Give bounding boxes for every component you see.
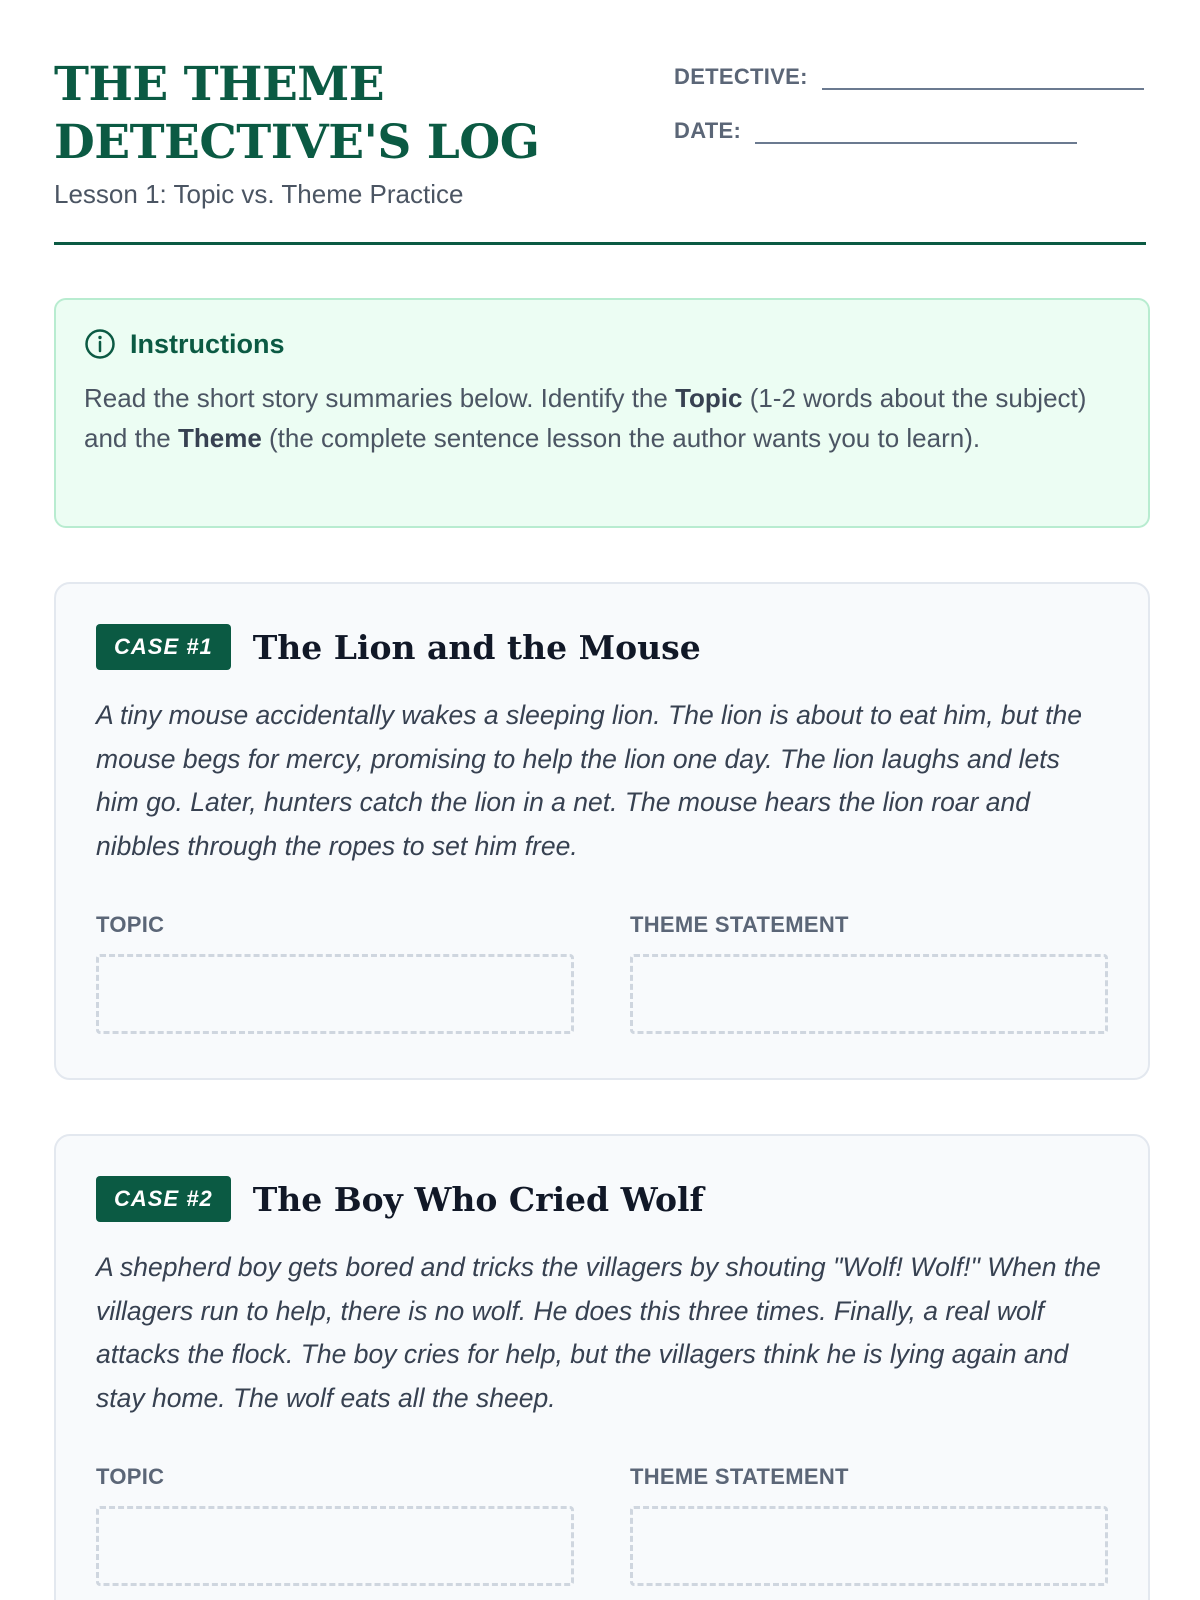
answer-row [96,1464,1108,1586]
case-heading [96,1176,1108,1222]
answer-row [96,912,1108,1034]
case-badge: CASE #1 [96,624,231,670]
case-badge: CASE #2 [96,1176,231,1222]
case-heading [96,624,1108,670]
topic-answer-box[interactable] [96,1506,574,1586]
theme-statement-label: THEME STATEMENT [630,912,849,937]
case-title: The Lion and the Mouse [252,627,701,667]
instructions-text [84,378,1120,458]
instructions-topic-term: Topic [675,383,743,413]
page-title: THE THEME DETECTIVE'S LOG [54,57,540,170]
date-row [674,112,1077,144]
topic-column [96,1464,574,1586]
instructions-title: Instructions [130,328,285,359]
detective-name-row [674,58,1144,90]
topic-label: TOPIC [96,912,165,937]
worksheet-header [54,0,1146,245]
case-card [54,1134,1150,1600]
topic-column [96,912,574,1034]
case-title: The Boy Who Cried Wolf [252,1179,704,1219]
case-summary: A shepherd boy gets bored and tricks the villagers by shouting "Wolf! Wolf!" When the villagers run to help, there is no wolf. He does this three times. Finally, a real wolf attacks the flock. The boy cries for help, but the villagers think he is lying again and stay home. The wolf eats all the sheep. [96,1252,1101,1413]
date-label: DATE: [674,118,742,143]
detective-name-line[interactable] [822,58,1144,90]
info-icon [84,328,116,360]
theme-statement-answer-box[interactable] [630,954,1108,1034]
date-line[interactable] [755,112,1077,144]
topic-answer-box[interactable] [96,954,574,1034]
topic-label: TOPIC [96,1464,165,1489]
instructions-heading [84,328,1120,360]
theme-statement-label: THEME STATEMENT [630,1464,849,1489]
instructions-theme-term: Theme [177,423,262,453]
case-summary: A tiny mouse accidentally wakes a sleeping lion. The lion is about to eat him, but the mouse begs for mercy, promising to help the lion one day. The lion laughs and lets him go. Later, hunters catch the lion in a net. The mouse hears the lion roar and nibbles through the ropes to set him free. [96,700,1082,861]
instructions-text-part-2: (1-2 words about the subject) and the [84,383,1087,453]
instructions-text-part-3: (the complete sentence lesson the author wants you to learn). [261,423,981,453]
case-card [54,582,1150,1080]
instructions-text-part-1: Read the short story summaries below. Identify the [84,383,676,413]
theme-column [630,1464,1108,1586]
detective-label: DETECTIVE: [674,64,808,89]
instructions-box [54,298,1150,528]
theme-column [630,912,1108,1034]
page-subtitle: Lesson 1: Topic vs. Theme Practice [54,179,464,209]
theme-statement-answer-box[interactable] [630,1506,1108,1586]
